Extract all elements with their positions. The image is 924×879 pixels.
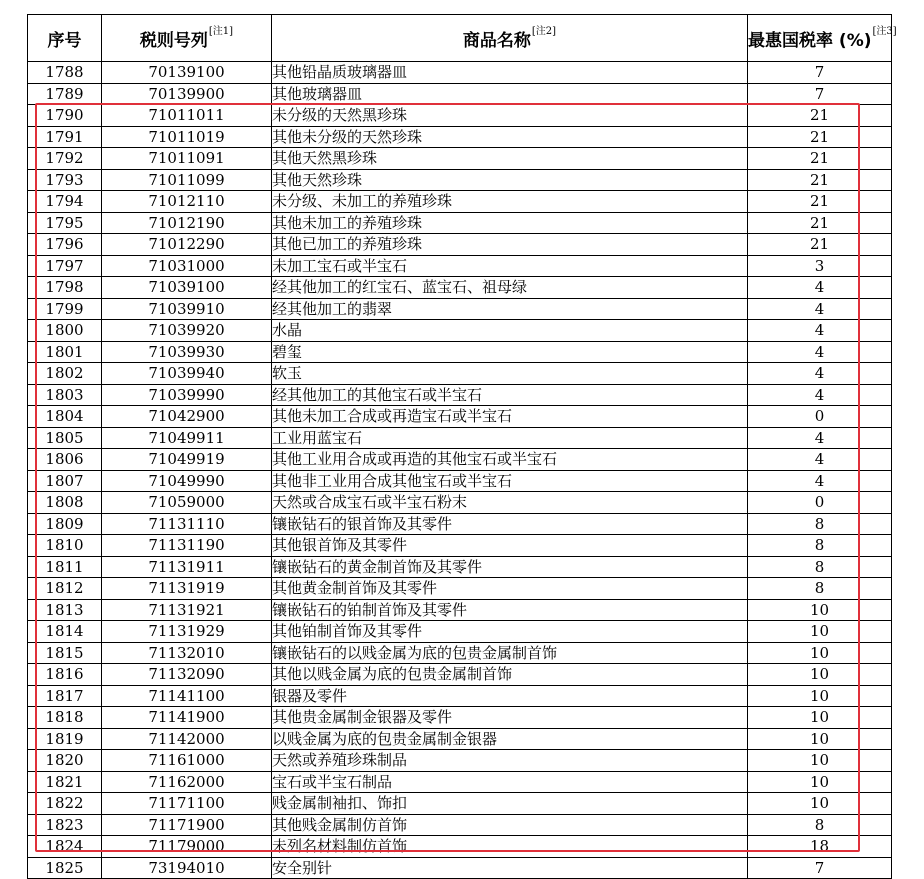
cell-serial-no: 1800 (28, 320, 102, 342)
cell-tariff-code: 71179000 (102, 836, 272, 858)
cell-mfn-rate: 3 (748, 255, 892, 277)
cell-product-name: 其他黄金制首饰及其零件 (272, 578, 748, 600)
cell-product-name: 其他未加工的养殖珍珠 (272, 212, 748, 234)
cell-tariff-code: 71171100 (102, 793, 272, 815)
cell-serial-no: 1795 (28, 212, 102, 234)
cell-serial-no: 1803 (28, 384, 102, 406)
cell-tariff-code: 71131919 (102, 578, 272, 600)
cell-mfn-rate: 4 (748, 384, 892, 406)
cell-serial-no: 1817 (28, 685, 102, 707)
cell-product-name: 其他以贱金属为底的包贵金属制首饰 (272, 664, 748, 686)
cell-product-name: 镶嵌钻石的以贱金属为底的包贵金属制首饰 (272, 642, 748, 664)
table-row (28, 578, 892, 600)
table-row (28, 169, 892, 191)
header-tariff-code: 税则号列[注1] (102, 15, 272, 62)
cell-tariff-code: 71039910 (102, 298, 272, 320)
cell-tariff-code: 71011011 (102, 105, 272, 127)
table-row (28, 535, 892, 557)
cell-product-name: 镶嵌钻石的银首饰及其零件 (272, 513, 748, 535)
cell-mfn-rate: 21 (748, 212, 892, 234)
cell-serial-no: 1805 (28, 427, 102, 449)
cell-serial-no: 1790 (28, 105, 102, 127)
cell-tariff-code: 71011019 (102, 126, 272, 148)
cell-mfn-rate: 7 (748, 857, 892, 879)
cell-mfn-rate: 4 (748, 449, 892, 471)
cell-mfn-rate: 4 (748, 427, 892, 449)
table-row (28, 298, 892, 320)
table-row (28, 470, 892, 492)
cell-tariff-code: 71141900 (102, 707, 272, 729)
cell-product-name: 未列名材料制仿首饰 (272, 836, 748, 858)
table-row (28, 857, 892, 879)
cell-product-name: 水晶 (272, 320, 748, 342)
table-row (28, 707, 892, 729)
cell-tariff-code: 70139900 (102, 83, 272, 105)
cell-tariff-code: 71162000 (102, 771, 272, 793)
cell-mfn-rate: 7 (748, 83, 892, 105)
cell-product-name: 经其他加工的红宝石、蓝宝石、祖母绿 (272, 277, 748, 299)
cell-tariff-code: 71132010 (102, 642, 272, 664)
cell-serial-no: 1791 (28, 126, 102, 148)
cell-serial-no: 1793 (28, 169, 102, 191)
table-row (28, 449, 892, 471)
cell-tariff-code: 71059000 (102, 492, 272, 514)
table-row (28, 642, 892, 664)
cell-tariff-code: 71131911 (102, 556, 272, 578)
cell-mfn-rate: 10 (748, 664, 892, 686)
cell-serial-no: 1797 (28, 255, 102, 277)
cell-serial-no: 1822 (28, 793, 102, 815)
cell-product-name: 其他玻璃器皿 (272, 83, 748, 105)
cell-mfn-rate: 21 (748, 169, 892, 191)
cell-mfn-rate: 10 (748, 621, 892, 643)
header-serial-no: 序号 (28, 15, 102, 62)
cell-serial-no: 1798 (28, 277, 102, 299)
cell-mfn-rate: 4 (748, 320, 892, 342)
cell-mfn-rate: 10 (748, 642, 892, 664)
cell-mfn-rate: 10 (748, 707, 892, 729)
cell-product-name: 贱金属制袖扣、饰扣 (272, 793, 748, 815)
cell-tariff-code: 71012110 (102, 191, 272, 213)
cell-mfn-rate: 7 (748, 62, 892, 84)
cell-mfn-rate: 21 (748, 126, 892, 148)
cell-mfn-rate: 10 (748, 728, 892, 750)
table-row (28, 105, 892, 127)
table-row (28, 62, 892, 84)
table-row (28, 793, 892, 815)
table-row (28, 83, 892, 105)
cell-serial-no: 1809 (28, 513, 102, 535)
cell-tariff-code: 71039100 (102, 277, 272, 299)
table-row (28, 212, 892, 234)
cell-product-name: 其他工业用合成或再造的其他宝石或半宝石 (272, 449, 748, 471)
cell-mfn-rate: 8 (748, 578, 892, 600)
cell-product-name: 安全别针 (272, 857, 748, 879)
cell-product-name: 天然或养殖珍珠制品 (272, 750, 748, 772)
cell-mfn-rate: 4 (748, 298, 892, 320)
table-row (28, 771, 892, 793)
cell-product-name: 工业用蓝宝石 (272, 427, 748, 449)
cell-serial-no: 1816 (28, 664, 102, 686)
cell-product-name: 以贱金属为底的包贵金属制金银器 (272, 728, 748, 750)
cell-serial-no: 1819 (28, 728, 102, 750)
cell-mfn-rate: 4 (748, 341, 892, 363)
cell-serial-no: 1796 (28, 234, 102, 256)
cell-mfn-rate: 21 (748, 105, 892, 127)
cell-tariff-code: 71049919 (102, 449, 272, 471)
cell-serial-no: 1813 (28, 599, 102, 621)
cell-mfn-rate: 0 (748, 492, 892, 514)
cell-product-name: 其他非工业用合成其他宝石或半宝石 (272, 470, 748, 492)
cell-tariff-code: 70139100 (102, 62, 272, 84)
cell-mfn-rate: 4 (748, 363, 892, 385)
cell-product-name: 其他银首饰及其零件 (272, 535, 748, 557)
cell-tariff-code: 71171900 (102, 814, 272, 836)
cell-product-name: 宝石或半宝石制品 (272, 771, 748, 793)
cell-tariff-code: 71049990 (102, 470, 272, 492)
cell-product-name: 镶嵌钻石的铂制首饰及其零件 (272, 599, 748, 621)
cell-serial-no: 1814 (28, 621, 102, 643)
cell-mfn-rate: 21 (748, 234, 892, 256)
cell-tariff-code: 71011099 (102, 169, 272, 191)
cell-mfn-rate: 4 (748, 277, 892, 299)
cell-tariff-code: 71012290 (102, 234, 272, 256)
cell-mfn-rate: 4 (748, 470, 892, 492)
table-row (28, 148, 892, 170)
header-tariff-code-note: [注1] (208, 25, 234, 37)
cell-mfn-rate: 10 (748, 771, 892, 793)
cell-tariff-code: 71049911 (102, 427, 272, 449)
cell-tariff-code: 71131110 (102, 513, 272, 535)
cell-product-name: 经其他加工的翡翠 (272, 298, 748, 320)
cell-mfn-rate: 8 (748, 535, 892, 557)
cell-serial-no: 1801 (28, 341, 102, 363)
cell-serial-no: 1799 (28, 298, 102, 320)
header-mfn-rate-note: [注3] (872, 25, 897, 37)
cell-serial-no: 1810 (28, 535, 102, 557)
cell-serial-no: 1792 (28, 148, 102, 170)
cell-serial-no: 1818 (28, 707, 102, 729)
cell-product-name: 其他未分级的天然珍珠 (272, 126, 748, 148)
cell-tariff-code: 71031000 (102, 255, 272, 277)
cell-product-name: 未分级的天然黑珍珠 (272, 105, 748, 127)
table-row (28, 277, 892, 299)
cell-tariff-code: 71039930 (102, 341, 272, 363)
cell-serial-no: 1823 (28, 814, 102, 836)
cell-serial-no: 1811 (28, 556, 102, 578)
table-row (28, 384, 892, 406)
cell-tariff-code: 73194010 (102, 857, 272, 879)
table-row (28, 255, 892, 277)
table-row (28, 234, 892, 256)
cell-product-name: 经其他加工的其他宝石或半宝石 (272, 384, 748, 406)
table-row (28, 341, 892, 363)
cell-tariff-code: 71039990 (102, 384, 272, 406)
cell-mfn-rate: 21 (748, 191, 892, 213)
cell-tariff-code: 71132090 (102, 664, 272, 686)
cell-serial-no: 1788 (28, 62, 102, 84)
cell-serial-no: 1821 (28, 771, 102, 793)
table-row (28, 685, 892, 707)
cell-serial-no: 1815 (28, 642, 102, 664)
cell-product-name: 其他天然黑珍珠 (272, 148, 748, 170)
cell-tariff-code: 71131190 (102, 535, 272, 557)
cell-serial-no: 1794 (28, 191, 102, 213)
cell-product-name: 其他已加工的养殖珍珠 (272, 234, 748, 256)
cell-serial-no: 1825 (28, 857, 102, 879)
cell-product-name: 其他贱金属制仿首饰 (272, 814, 748, 836)
cell-mfn-rate: 21 (748, 148, 892, 170)
table-row (28, 406, 892, 428)
cell-serial-no: 1820 (28, 750, 102, 772)
cell-mfn-rate: 10 (748, 750, 892, 772)
cell-mfn-rate: 10 (748, 793, 892, 815)
cell-product-name: 软玉 (272, 363, 748, 385)
cell-tariff-code: 71011091 (102, 148, 272, 170)
cell-product-name: 其他未加工合成或再造宝石或半宝石 (272, 406, 748, 428)
cell-serial-no: 1824 (28, 836, 102, 858)
cell-product-name: 银器及零件 (272, 685, 748, 707)
cell-serial-no: 1812 (28, 578, 102, 600)
cell-tariff-code: 71142000 (102, 728, 272, 750)
cell-product-name: 碧玺 (272, 341, 748, 363)
cell-tariff-code: 71161000 (102, 750, 272, 772)
header-product-name-note: [注2] (531, 25, 557, 37)
table-row (28, 621, 892, 643)
header-product-name: 商品名称[注2] (272, 15, 748, 62)
cell-mfn-rate: 18 (748, 836, 892, 858)
table-row (28, 126, 892, 148)
cell-serial-no: 1802 (28, 363, 102, 385)
cell-product-name: 其他铂制首饰及其零件 (272, 621, 748, 643)
table-row (28, 599, 892, 621)
table-row (28, 664, 892, 686)
cell-product-name: 其他贵金属制金银器及零件 (272, 707, 748, 729)
cell-tariff-code: 71012190 (102, 212, 272, 234)
table-row (28, 728, 892, 750)
table-row (28, 320, 892, 342)
cell-tariff-code: 71131921 (102, 599, 272, 621)
table-row (28, 556, 892, 578)
cell-product-name: 镶嵌钻石的黄金制首饰及其零件 (272, 556, 748, 578)
cell-tariff-code: 71039920 (102, 320, 272, 342)
cell-serial-no: 1808 (28, 492, 102, 514)
tariff-table (27, 14, 897, 879)
cell-mfn-rate: 8 (748, 814, 892, 836)
cell-mfn-rate: 10 (748, 685, 892, 707)
table-row (28, 363, 892, 385)
header-mfn-rate: 最惠国税率 (%)[注3] (748, 15, 892, 62)
table-row (28, 191, 892, 213)
cell-tariff-code: 71042900 (102, 406, 272, 428)
table-row (28, 814, 892, 836)
cell-product-name: 天然或合成宝石或半宝石粉末 (272, 492, 748, 514)
cell-product-name: 其他天然珍珠 (272, 169, 748, 191)
cell-tariff-code: 71141100 (102, 685, 272, 707)
table-row (28, 513, 892, 535)
cell-product-name: 未分级、未加工的养殖珍珠 (272, 191, 748, 213)
cell-product-name: 未加工宝石或半宝石 (272, 255, 748, 277)
cell-serial-no: 1806 (28, 449, 102, 471)
cell-product-name: 其他铅晶质玻璃器皿 (272, 62, 748, 84)
cell-tariff-code: 71131929 (102, 621, 272, 643)
cell-mfn-rate: 8 (748, 556, 892, 578)
table-row (28, 836, 892, 858)
table-row (28, 492, 892, 514)
cell-tariff-code: 71039940 (102, 363, 272, 385)
cell-mfn-rate: 0 (748, 406, 892, 428)
cell-serial-no: 1804 (28, 406, 102, 428)
cell-serial-no: 1789 (28, 83, 102, 105)
table-row (28, 427, 892, 449)
cell-serial-no: 1807 (28, 470, 102, 492)
cell-mfn-rate: 10 (748, 599, 892, 621)
cell-mfn-rate: 8 (748, 513, 892, 535)
table-header-row (28, 15, 892, 62)
table-row (28, 750, 892, 772)
